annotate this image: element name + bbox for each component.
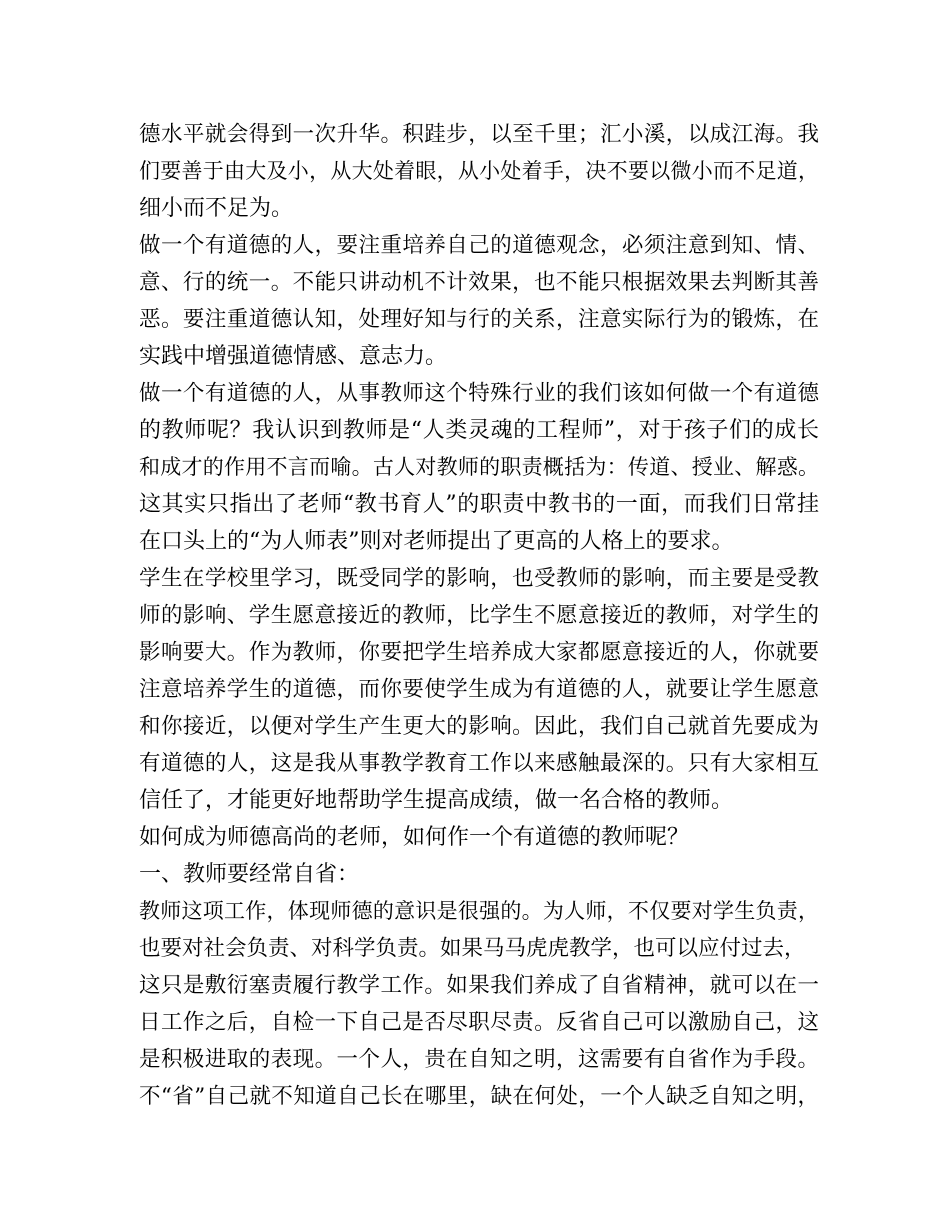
text-line: 是积极进取的表现。一个人，贵在自知之明，这需要有自省作为手段。 [139,1047,819,1072]
text-line: 的教师呢？我认识到教师是“人类灵魂的工程师”，对于孩子们的成长 [139,418,819,443]
text-line: 信任了，才能更好地帮助学生提高成绩，做一名合格的教师。 [139,788,734,813]
text-line: 日工作之后，自检一下自己是否尽职尽责。反省自己可以激励自己，这 [139,1010,819,1035]
text-line: 做一个有道德的人，要注重培养自己的道德观念，必须注意到知、情、 [139,233,819,258]
text-line: 师的影响、学生愿意接近的教师，比学生不愿意接近的教师，对学生的 [139,603,819,628]
text-line: 不“省”自己就不知道自己长在哪里，缺在何处，一个人缺乏自知之明， [139,1084,819,1109]
text-line: 也要对社会负责、对科学负责。如果马马虎虎教学，也可以应付过去， [139,936,806,961]
text-line: 细小而不足为。 [139,196,294,221]
text-line: 影响要大。作为教师，你要把学生培养成大家都愿意接近的人，你就要 [139,640,819,665]
text-line: 实践中增强道德情感、意志力。 [139,344,448,369]
text-line: 有道德的人，这是我从事教学教育工作以来感触最深的。只有大家相互 [139,751,819,776]
text-line: 注意培养学生的道德，而你要使学生成为有道德的人，就要让学生愿意 [139,677,819,702]
text-line: 学生在学校里学习，既受同学的影响，也受教师的影响，而主要是受教 [139,566,819,591]
text-line: 和你接近，以便对学生产生更大的影响。因此，我们自己就首先要成为 [139,714,819,739]
text-line: 和成才的作用不言而喻。古人对教师的职责概括为：传道、授业、解惑。 [139,455,819,479]
text-line: 做一个有道德的人，从事教师这个特殊行业的我们该如何做一个有道德 [139,381,819,406]
text-line: 如何成为师德高尚的老师，如何作一个有道德的教师呢？ [139,825,690,850]
text-line: 这只是敷衍塞责履行教学工作。如果我们养成了自省精神，就可以在一 [139,973,819,998]
text-line: 意、行的统一。不能只讲动机不计效果，也不能只根据效果去判断其善 [139,270,819,295]
section-heading: 一、教师要经常自省： [139,862,360,887]
text-line: 们要善于由大及小，从大处着眼，从小处着手，决不要以微小而不足道， [139,159,819,183]
text-line: 德水平就会得到一次升华。积跬步，以至千里；汇小溪，以成江海。我 [139,122,819,147]
text-line: 恶。要注重道德认知，处理好知与行的关系，注意实际行为的锻炼，在 [139,307,819,332]
text-line: 在口头上的“为人师表”则对老师提出了更高的人格上的要求。 [139,529,734,554]
text-line: 教师这项工作，体现师德的意识是很强的。为人师，不仅要对学生负责， [139,899,819,923]
text-line: 这其实只指出了老师“教书育人”的职责中教书的一面，而我们日常挂 [139,492,819,517]
document-page [139,116,819,1115]
